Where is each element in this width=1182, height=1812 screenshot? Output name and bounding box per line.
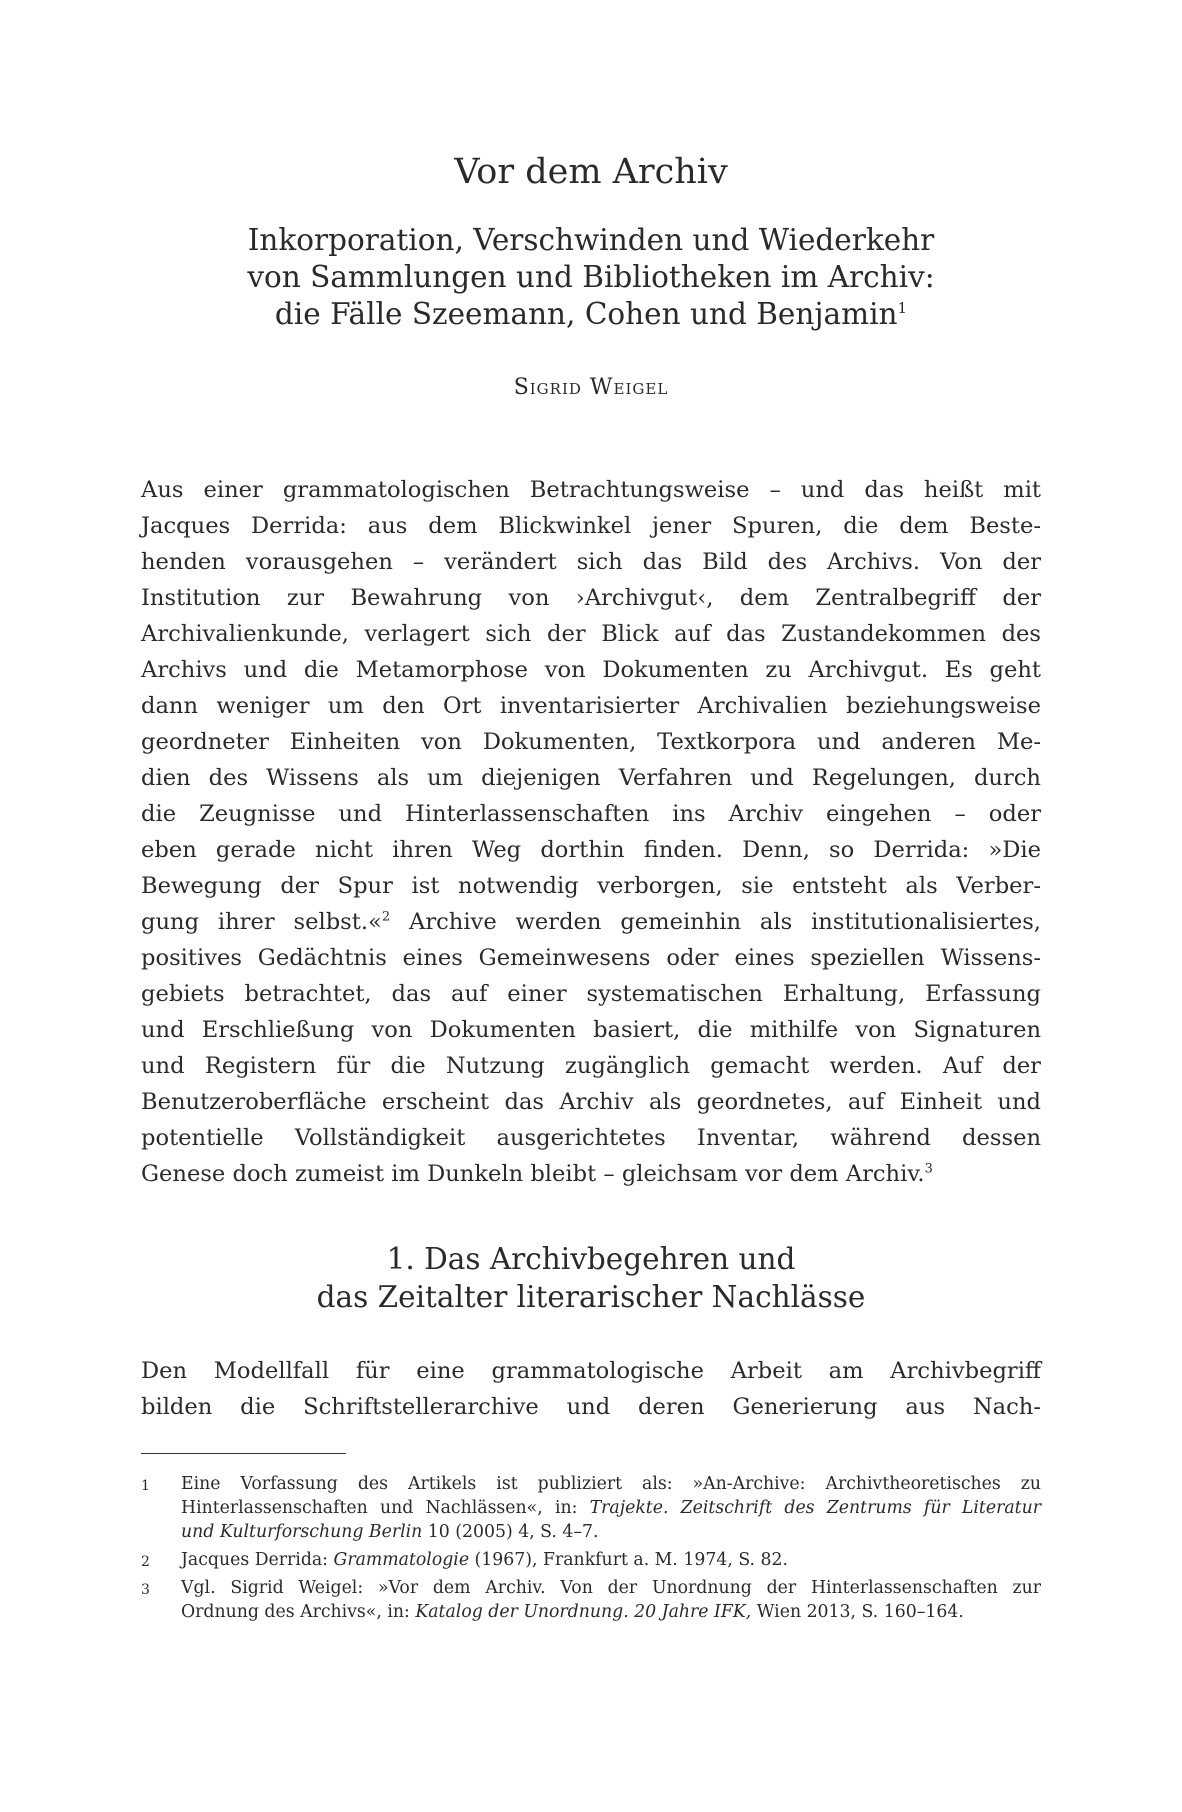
text-line: Archivalienkunde, verlagert sich der Blick auf das Zustandekommen des <box>141 621 1041 647</box>
text-line: Den Modellfall für eine grammatologische Arbeit am Archivbegriff <box>141 1358 1041 1384</box>
text-line: und Erschließung von Dokumenten basiert, die mithilfe von Signaturen <box>141 1017 1041 1043</box>
subtitle-line <box>0 296 1182 333</box>
text-line: Aus einer grammatologischen Betrachtungsweise – und das heißt mit <box>141 477 1041 503</box>
footnote-line: Eine Vorfassung des Artikels ist publiziert als: »An-Archive: Archivtheoretisches zu <box>181 1474 1041 1494</box>
subtitle-line-text: die Fälle Szeemann, Cohen und Benjamin <box>274 297 898 331</box>
text-line: Bewegung der Spur ist notwendig verborgen, sie entsteht als Verber- <box>141 873 1041 899</box>
text-line: bilden die Schriftstellerarchive und deren Generierung aus Nach- <box>141 1394 1041 1420</box>
footnote-number: 3 <box>141 1582 150 1598</box>
footnote-line <box>181 1548 1041 1572</box>
article-title: Vor dem Archiv <box>454 152 728 192</box>
footnote-line: Vgl. Sigrid Weigel: »Vor dem Archiv. Von der Unordnung der Hinterlassenschaften zur <box>181 1578 1041 1598</box>
footnote-italic: Katalog der Unordnung. 20 Jahre IFK, <box>415 1602 752 1622</box>
text-line: und Registern für die Nutzung zugänglich gemacht werden. Auf der <box>141 1053 1041 1079</box>
footnote-italic: und Kulturforschung Berlin <box>181 1522 423 1542</box>
text-segment: Archive werden gemeinhin als institutionalisiertes, <box>390 909 1041 935</box>
footnote-line <box>181 1600 1041 1624</box>
text-line: die Zeugnisse und Hinterlassenschaften ins Archiv eingehen – oder <box>141 801 1041 827</box>
text-segment: Genese doch zumeist im Dunkeln bleibt – gleichsam vor dem Archiv. <box>141 1161 925 1187</box>
footnote-separator <box>141 1453 346 1454</box>
footnote-ref-2[interactable]: 2 <box>381 909 391 925</box>
body-paragraph-1 <box>141 472 1041 1192</box>
text-line: geordneter Einheiten von Dokumenten, Textkorpora und anderen Me- <box>141 729 1041 755</box>
article-subtitle <box>0 222 1182 333</box>
footnote-italic: Grammatologie <box>333 1550 470 1570</box>
text-line <box>141 904 1041 940</box>
footnote-text: Wien 2013, S. 160–164. <box>751 1602 964 1622</box>
footnote-text: 10 (2005) 4, S. 4–7. <box>422 1522 599 1542</box>
footnote-number: 1 <box>141 1478 150 1494</box>
text-line: Jacques Derrida: aus dem Blickwinkel jener Spuren, die dem Beste- <box>141 513 1041 539</box>
body-paragraph-2 <box>141 1353 1041 1425</box>
text-line: henden vorausgehen – verändert sich das Bild des Archivs. Von der <box>141 549 1041 575</box>
footnote-ref-3[interactable]: 3 <box>924 1161 933 1177</box>
heading-line: 1. Das Archivbegehren und <box>386 1242 796 1276</box>
author-name: Sigrid Weigel <box>513 375 669 400</box>
footnotes <box>141 1472 1041 1628</box>
footnote-number: 2 <box>141 1554 150 1570</box>
text-segment: gung ihrer selbst.« <box>141 909 382 935</box>
subtitle-line: Inkorporation, Verschwinden und Wiederkehr <box>247 223 935 257</box>
text-line: Benutzeroberfläche erscheint das Archiv als geordnetes, auf Einheit und <box>141 1089 1041 1115</box>
text-line: positives Gedächtnis eines Gemeinwesens oder eines speziellen Wissens- <box>141 945 1041 971</box>
footnote-line <box>181 1520 1041 1544</box>
heading-line: das Zeitalter literarischer Nachlässe <box>316 1280 866 1314</box>
text-line: Institution zur Bewahrung von ›Archivgut‹, dem Zentralbegriff der <box>141 585 1041 611</box>
footnote-line <box>181 1496 1041 1520</box>
text-line: eben gerade nicht ihren Weg dorthin finden. Denn, so Derrida: »Die <box>141 837 1041 863</box>
subtitle-line: von Sammlungen und Bibliotheken im Archiv: <box>247 260 935 294</box>
footnote-1 <box>141 1472 1041 1544</box>
footnote-text: (1967), Frankfurt a. M. 1974, S. 82. <box>469 1550 789 1570</box>
text-line: Archivs und die Metamorphose von Dokumenten zu Archivgut. Es geht <box>141 657 1041 683</box>
text-line: potentielle Vollständigkeit ausgerichtetes Inventar, während dessen <box>141 1125 1041 1151</box>
footnote-ref-1[interactable]: 1 <box>897 299 908 318</box>
text-line: dann weniger um den Ort inventarisierter Archivalien beziehungsweise <box>141 693 1041 719</box>
footnote-3 <box>141 1576 1041 1624</box>
footnote-text: Jacques Derrida: <box>181 1550 334 1570</box>
footnote-2 <box>141 1548 1041 1572</box>
footnote-text: Hinterlassenschaften und Nachlässen«, in: <box>181 1498 590 1518</box>
footnote-italic: Trajekte. Zeitschrift des Zentrums für Literatur <box>589 1498 1041 1518</box>
footnote-text: Ordnung des Archivs«, in: <box>181 1602 416 1622</box>
text-line: gebiets betrachtet, das auf einer systematischen Erhaltung, Erfassung <box>141 981 1041 1007</box>
text-line: dien des Wissens als um diejenigen Verfahren und Regelungen, durch <box>141 765 1041 791</box>
text-line <box>141 1156 1041 1192</box>
section-heading <box>0 1240 1182 1316</box>
